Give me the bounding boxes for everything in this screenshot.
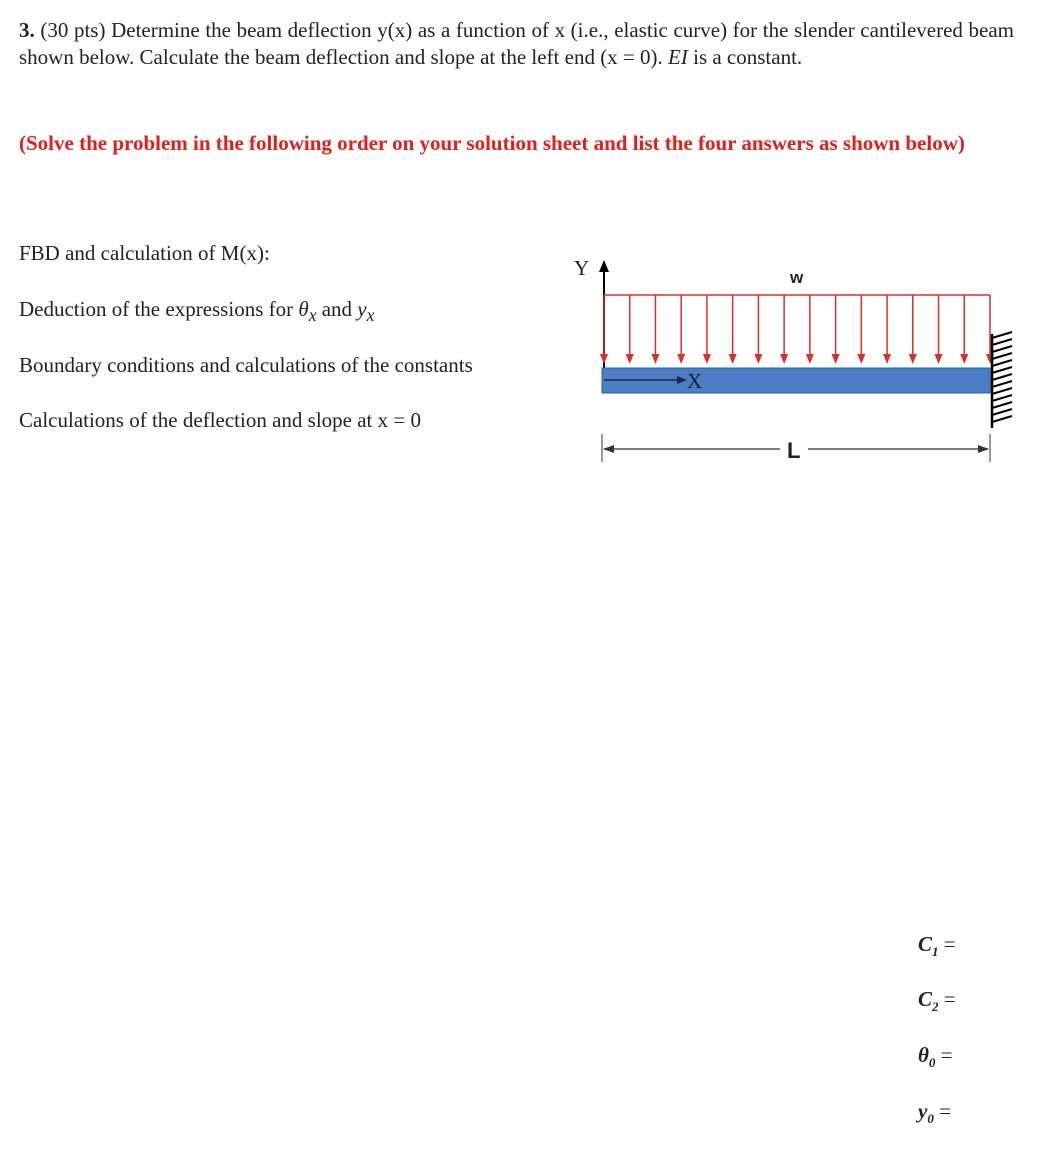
load-arrow-head <box>832 354 840 364</box>
load-label: w <box>790 268 804 287</box>
y0-subscript: 0 <box>927 1111 934 1127</box>
length-label: L <box>787 438 801 463</box>
hatch-line <box>992 360 1012 366</box>
theta0-equals: = <box>940 1043 953 1067</box>
answer-c2 <box>918 987 956 1015</box>
hatch-line <box>992 381 1012 387</box>
hatch-line <box>992 409 1012 415</box>
answer-y0 <box>918 1099 951 1127</box>
answer-c1 <box>918 932 956 960</box>
problem-text: (30 pts) Determine the beam deflection y(x) as a function of x (i.e., elastic curve) for the slender cantilevered beam shown below. Calculate the beam deflection and slope at the left end (x = 0). <box>19 18 1014 69</box>
load-arrow-head <box>677 354 685 364</box>
hatch-line <box>992 416 1012 422</box>
hatch-line <box>992 332 1012 338</box>
load-arrow-head <box>806 354 814 364</box>
c2-equals: = <box>943 987 956 1011</box>
wall-hatching <box>992 332 1012 422</box>
dimension-arrow-left <box>603 445 614 453</box>
hatch-line <box>992 339 1012 345</box>
hatch-line <box>992 395 1012 401</box>
problem-text-end: is a constant. <box>687 44 803 69</box>
load-arrow-head <box>883 354 891 364</box>
distributed-load <box>600 295 994 364</box>
load-arrow-head <box>935 354 943 364</box>
y-subscript: x <box>366 305 375 326</box>
theta0-subscript: 0 <box>928 1055 936 1071</box>
load-arrow-head <box>754 354 762 364</box>
theta-symbol: θ <box>298 297 309 321</box>
step-boundary: Boundary conditions and calculations of the constants <box>19 353 473 377</box>
problem-number: 3. <box>19 18 35 42</box>
dimension-arrow-right <box>978 445 989 453</box>
load-arrow-head <box>651 354 659 364</box>
hatch-line <box>992 388 1012 394</box>
problem-statement <box>19 17 1014 70</box>
load-arrow-head <box>780 354 788 364</box>
y-axis-label: Y <box>574 256 590 280</box>
load-arrow-head <box>857 354 865 364</box>
hatch-line <box>992 346 1012 352</box>
load-arrow-head <box>960 354 968 364</box>
c1-letter: C <box>918 932 933 956</box>
answer-theta0 <box>918 1043 953 1071</box>
y0-letter: y <box>918 1099 928 1123</box>
step-deduction-label: Deduction of the expressions for <box>19 297 299 321</box>
load-arrow-head <box>729 354 737 364</box>
hatch-line <box>992 374 1012 380</box>
load-arrow-head <box>600 354 608 364</box>
step-fbd: FBD and calculation of M(x): <box>19 241 270 265</box>
step-calculations: Calculations of the deflection and slope at x = 0 <box>19 408 421 432</box>
instruction-text: (Solve the problem in the following order on your solution sheet and list the four answers as shown below) <box>19 131 965 155</box>
c1-subscript: 1 <box>932 944 939 960</box>
c1-equals: = <box>943 932 956 956</box>
y-axis-arrowhead <box>599 260 609 272</box>
theta-subscript: x <box>308 305 317 326</box>
c2-subscript: 2 <box>932 999 939 1015</box>
y0-equals: = <box>939 1099 951 1123</box>
hatch-line <box>992 353 1012 359</box>
load-arrow-head <box>909 354 917 364</box>
c2-letter: C <box>918 987 933 1011</box>
step-deduction <box>19 296 374 328</box>
theta0-letter: θ <box>918 1043 929 1067</box>
load-arrow-head <box>626 354 634 364</box>
hatch-line <box>992 367 1012 373</box>
y-symbol: y <box>357 297 367 321</box>
hatch-line <box>992 402 1012 408</box>
load-arrow-head <box>703 354 711 364</box>
beam-figure <box>560 250 1030 475</box>
x-axis-label: X <box>687 369 703 393</box>
ei-symbol: EI <box>668 44 688 69</box>
and-word: and <box>316 297 358 321</box>
